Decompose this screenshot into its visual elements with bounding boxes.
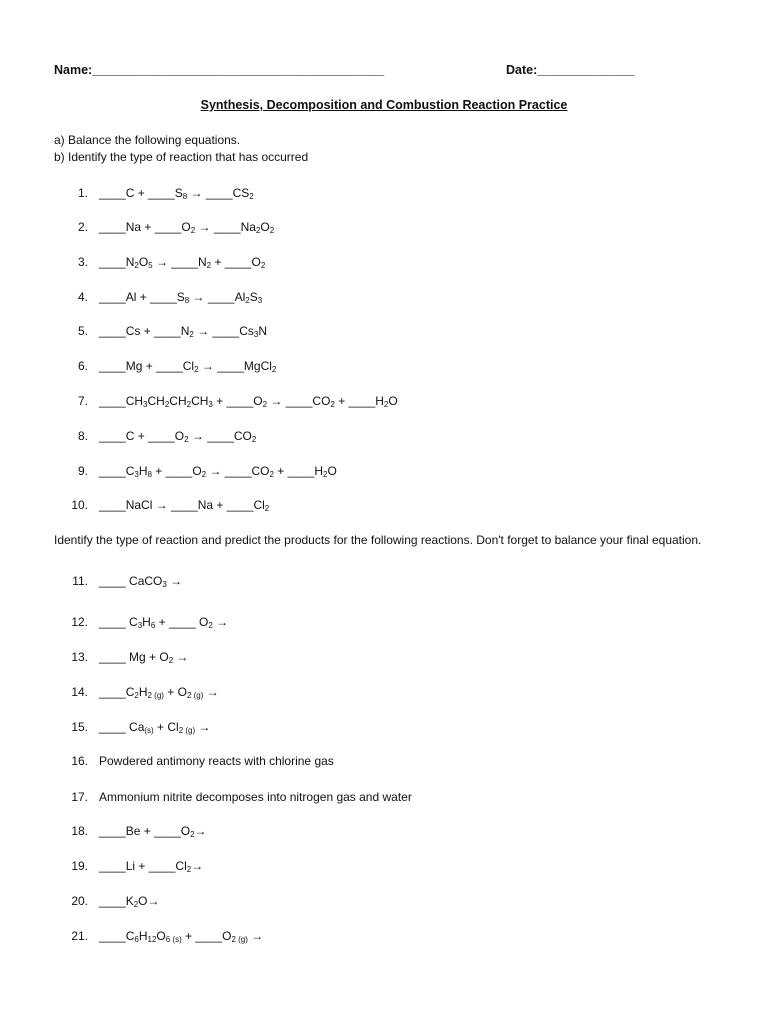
item-number: 12. bbox=[71, 615, 88, 629]
instruction-a: a) Balance the following equations. bbox=[54, 133, 241, 147]
equation-text: $\_\_\_\_C_3H_8$ + $\_\_\_\_O_2$ → $\_\_\_\_CO_2$ + $\_\_\_\_H_2O$ bbox=[99, 464, 337, 479]
equation-text: ____ $Ca_{(s)} + Cl_{2 (g)}$ → bbox=[99, 720, 211, 735]
equation-text: ____Be + $\_\_\_\_O_2\to$ bbox=[99, 824, 207, 839]
item-number: 20. bbox=[71, 894, 88, 908]
equation-text: $\_\_\_\_K_2O\to$ bbox=[99, 894, 160, 909]
item-number: 2. bbox=[77, 220, 88, 234]
item-number: 4. bbox=[77, 290, 88, 304]
item-number: 6. bbox=[77, 359, 88, 373]
equation-text: ____NaCl → ____Na + $\_\_\_\_Cl_2$ bbox=[99, 498, 270, 513]
instruction-b: b) Identify the type of reaction that has occurred bbox=[54, 150, 309, 164]
item-number: 7. bbox=[77, 394, 88, 408]
item-number: 21. bbox=[71, 929, 88, 943]
item-number: 13. bbox=[71, 650, 88, 664]
equation-text: ____Li + $\_\_\_\_Cl_2\to$ bbox=[99, 859, 204, 874]
item-number: 16. bbox=[71, 754, 88, 768]
equation-text: $\_\_\_\_N_2O_5$ → $\_\_\_\_N_2$ + $\_\_\_\_O_2$ bbox=[99, 255, 266, 270]
equation-text: $\_\_\_\_C_6H_{12}O_{6 (s)}$ + $\_\_\_\_O_{2 (g)}$ → bbox=[99, 929, 264, 944]
date-field: Date:______________ bbox=[506, 63, 635, 77]
item-number: 8. bbox=[77, 429, 88, 443]
item-number: 5. bbox=[77, 324, 88, 338]
equation-text: ____Al + $\_\_\_\_S_8$ → $\_\_\_\_Al_2S_3$ bbox=[99, 290, 263, 305]
equation-text: ____C + $\_\_\_\_O_2$ → $\_\_\_\_CO_2$ bbox=[99, 429, 257, 444]
equation-text: ____Na + $\_\_\_\_O_2$ → $\_\_\_\_Na_2O_2$ bbox=[99, 220, 275, 235]
item-number: 17. bbox=[71, 790, 88, 804]
name-field: Name:__________________________________________ bbox=[54, 63, 385, 77]
item-number: 15. bbox=[71, 720, 88, 734]
equation-text: $\_\_\_\_C_2H_{2 (g)} + O_{2 (g)}$ → bbox=[99, 685, 219, 700]
item-number: 14. bbox=[71, 685, 88, 699]
equation-text: ____ $Mg + O_2$ → bbox=[99, 650, 189, 665]
item-number: 10. bbox=[71, 498, 88, 512]
equation-text: ____ $C_3H_6$ + ____ $O_2$ → bbox=[99, 615, 229, 630]
equation-text: ____Cs + $\_\_\_\_N_2$ → $\_\_\_\_Cs_3N$ bbox=[99, 324, 268, 339]
item-number: 1. bbox=[77, 186, 88, 200]
item-number: 19. bbox=[71, 859, 88, 873]
equation-text: Ammonium nitrite decomposes into nitrogen gas and water bbox=[99, 790, 412, 804]
instructions-part2: Identify the type of reaction and predict the products for the following reactions. Don't forget to balance your final equation. bbox=[54, 533, 702, 547]
worksheet-title: Synthesis, Decomposition and Combustion Reaction Practice bbox=[200, 98, 568, 112]
item-number: 3. bbox=[77, 255, 88, 269]
item-number: 11. bbox=[72, 574, 88, 588]
equation-text: ____C + $\_\_\_\_S_8$ → $\_\_\_\_CS_2$ bbox=[99, 186, 254, 201]
item-number: 18. bbox=[71, 824, 88, 838]
equation-text: ____ CaCO$_3$ → bbox=[99, 574, 183, 589]
item-number: 9. bbox=[77, 464, 88, 478]
equation-text: $\_\_\_\_CH_3CH_2CH_2CH_3$ + $\_\_\_\_O_2$ → $\_\_\_\_CO_2$ + $\_\_\_\_H_2O$ bbox=[99, 394, 398, 409]
equation-text: ____Mg + $\_\_\_\_Cl_2$ → ____MgCl$_2$ bbox=[99, 359, 277, 374]
equation-text: Powdered antimony reacts with chlorine gas bbox=[99, 754, 334, 768]
